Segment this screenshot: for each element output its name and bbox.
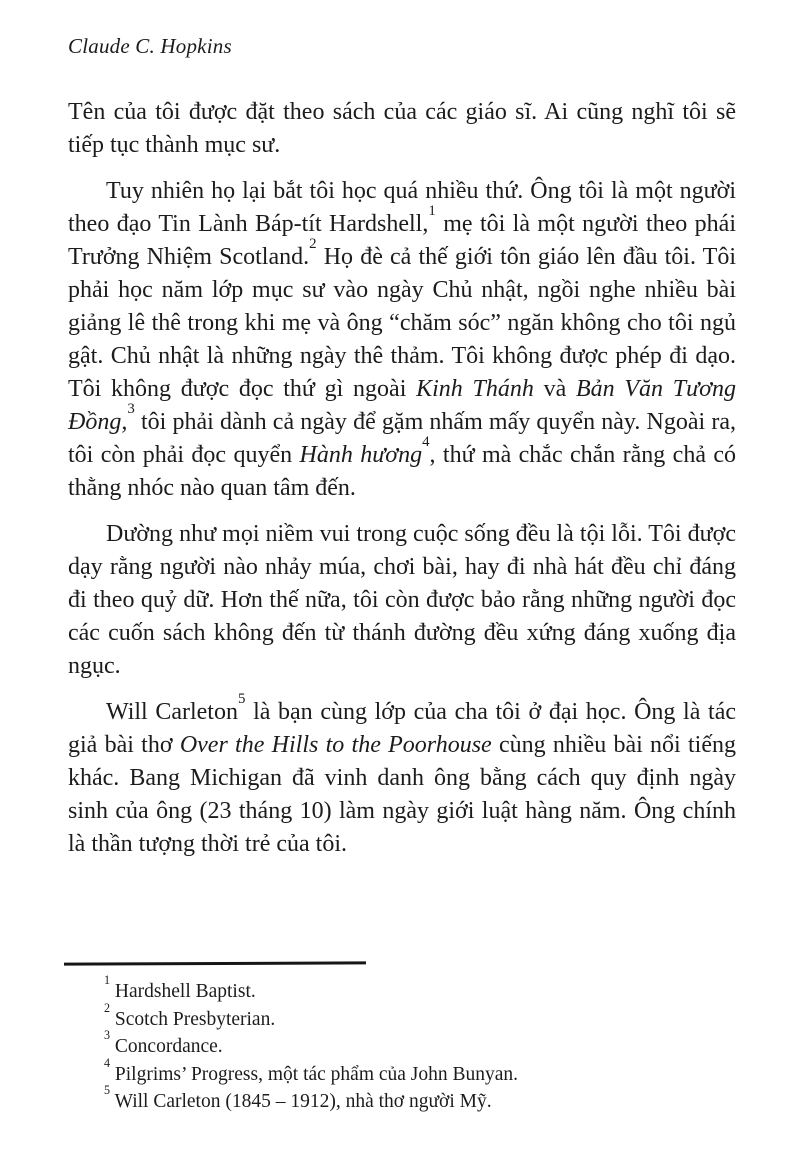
text-run: Hardshell Baptist. xyxy=(110,981,256,1002)
text-run: tôi phải dành cả ngày để gặm nhấm mấy quyển này. Ngoài ra, tôi còn phải đọc quyển xyxy=(68,409,736,468)
footnote-reference: 2 xyxy=(309,236,317,253)
text-run: là bạn cùng lớp của cha tôi ở đại học. Ông là tác giả bài thơ xyxy=(68,699,736,758)
text-run: Dường như mọi niềm vui trong cuộc sống đều là tội lỗi. Tôi được dạy rằng người nào nhảy múa, chơi bài, hay đi nhà hát đều chỉ đáng đi theo quỷ dữ. Hơn thế nữa, tôi còn được bảo rằng những người đọc các cuốn sách không đến từ thánh đường đều xứng đáng xuống địa ngục. xyxy=(68,521,736,679)
text-run: , thứ mà chắc chắn rằng chả có thằng nhóc nào quan tâm đến. xyxy=(68,442,736,501)
text-run: mẹ tôi là một người theo phái Trưởng Nhiệm Scotland. xyxy=(68,211,736,270)
text-run: Will Carleton xyxy=(106,699,238,725)
italic-text: Hành hương xyxy=(299,442,423,468)
footnote xyxy=(104,1000,664,1034)
footnote-reference: 5 xyxy=(104,1083,111,1098)
footnote-reference: 3 xyxy=(104,1028,111,1043)
text-run: Pilgrims’ Progress, một tác phẩm của John Bunyan. xyxy=(110,1063,519,1085)
paragraph xyxy=(68,175,736,505)
text-run: và xyxy=(533,376,576,402)
body-paragraphs xyxy=(68,96,736,861)
text-run: Tên của tôi được đặt theo sách của các giáo sĩ. Ai cũng nghĩ tôi sẽ tiếp tục thành mục sư. xyxy=(68,99,736,158)
footnote-reference: 1 xyxy=(428,203,436,220)
text-run: Concordance. xyxy=(110,1036,223,1057)
footnote-reference: 5 xyxy=(237,691,246,708)
text-run: Scotch Presbyterian. xyxy=(110,1008,276,1030)
paragraph xyxy=(68,691,736,861)
footnote xyxy=(104,1055,664,1089)
footnote-reference: 4 xyxy=(422,434,430,451)
footnote-reference: 2 xyxy=(104,1000,111,1015)
running-header: Claude C. Hopkins xyxy=(68,34,232,58)
footnotes xyxy=(104,973,664,1116)
footnote xyxy=(104,1028,664,1061)
italic-text: Over the Hills to the Poorhouse xyxy=(179,732,492,758)
italic-text: Kinh Thánh xyxy=(416,376,534,402)
text-run: Họ đè cả thế giới tôn giáo lên đầu tôi. Tôi phải học năm lớp mục sư vào ngày Chủ nhật, ngồi nghe nhiều bài giảng lê thê trong khi mẹ và ông “chăm sóc” ngăn không cho tôi ngủ gật. Chủ nhật là những ngày thê thảm. Tôi không được phép đi dạo. Tôi không được đọc thứ gì ngoài xyxy=(68,244,737,402)
footnote-separator-rule xyxy=(64,961,366,965)
text-run: Tuy nhiên họ lại bắt tôi học quá nhiều thứ. Ông tôi là một người theo đạo Tin Lành Báp-tít Hardshell, xyxy=(68,178,736,237)
footnote-reference: 4 xyxy=(104,1055,111,1070)
paragraph xyxy=(68,518,736,683)
paragraph xyxy=(68,96,736,162)
footnote-reference: 1 xyxy=(104,973,111,988)
footnote xyxy=(104,1083,664,1116)
text-run: cùng nhiều bài nổi tiếng khác. Bang Michigan đã vinh danh ông bằng cách quy định ngày sinh của ông (23 tháng 10) làm ngày giới luật hàng năm. Ông chính là thần tượng thời trẻ của tôi. xyxy=(68,732,736,857)
italic-text: Bản Văn Tương Đồng, xyxy=(68,376,736,435)
text-run: Will Carleton (1845 – 1912), nhà thơ người Mỹ. xyxy=(110,1091,492,1112)
footnote xyxy=(104,973,664,1006)
footnote-reference: 3 xyxy=(127,401,135,418)
